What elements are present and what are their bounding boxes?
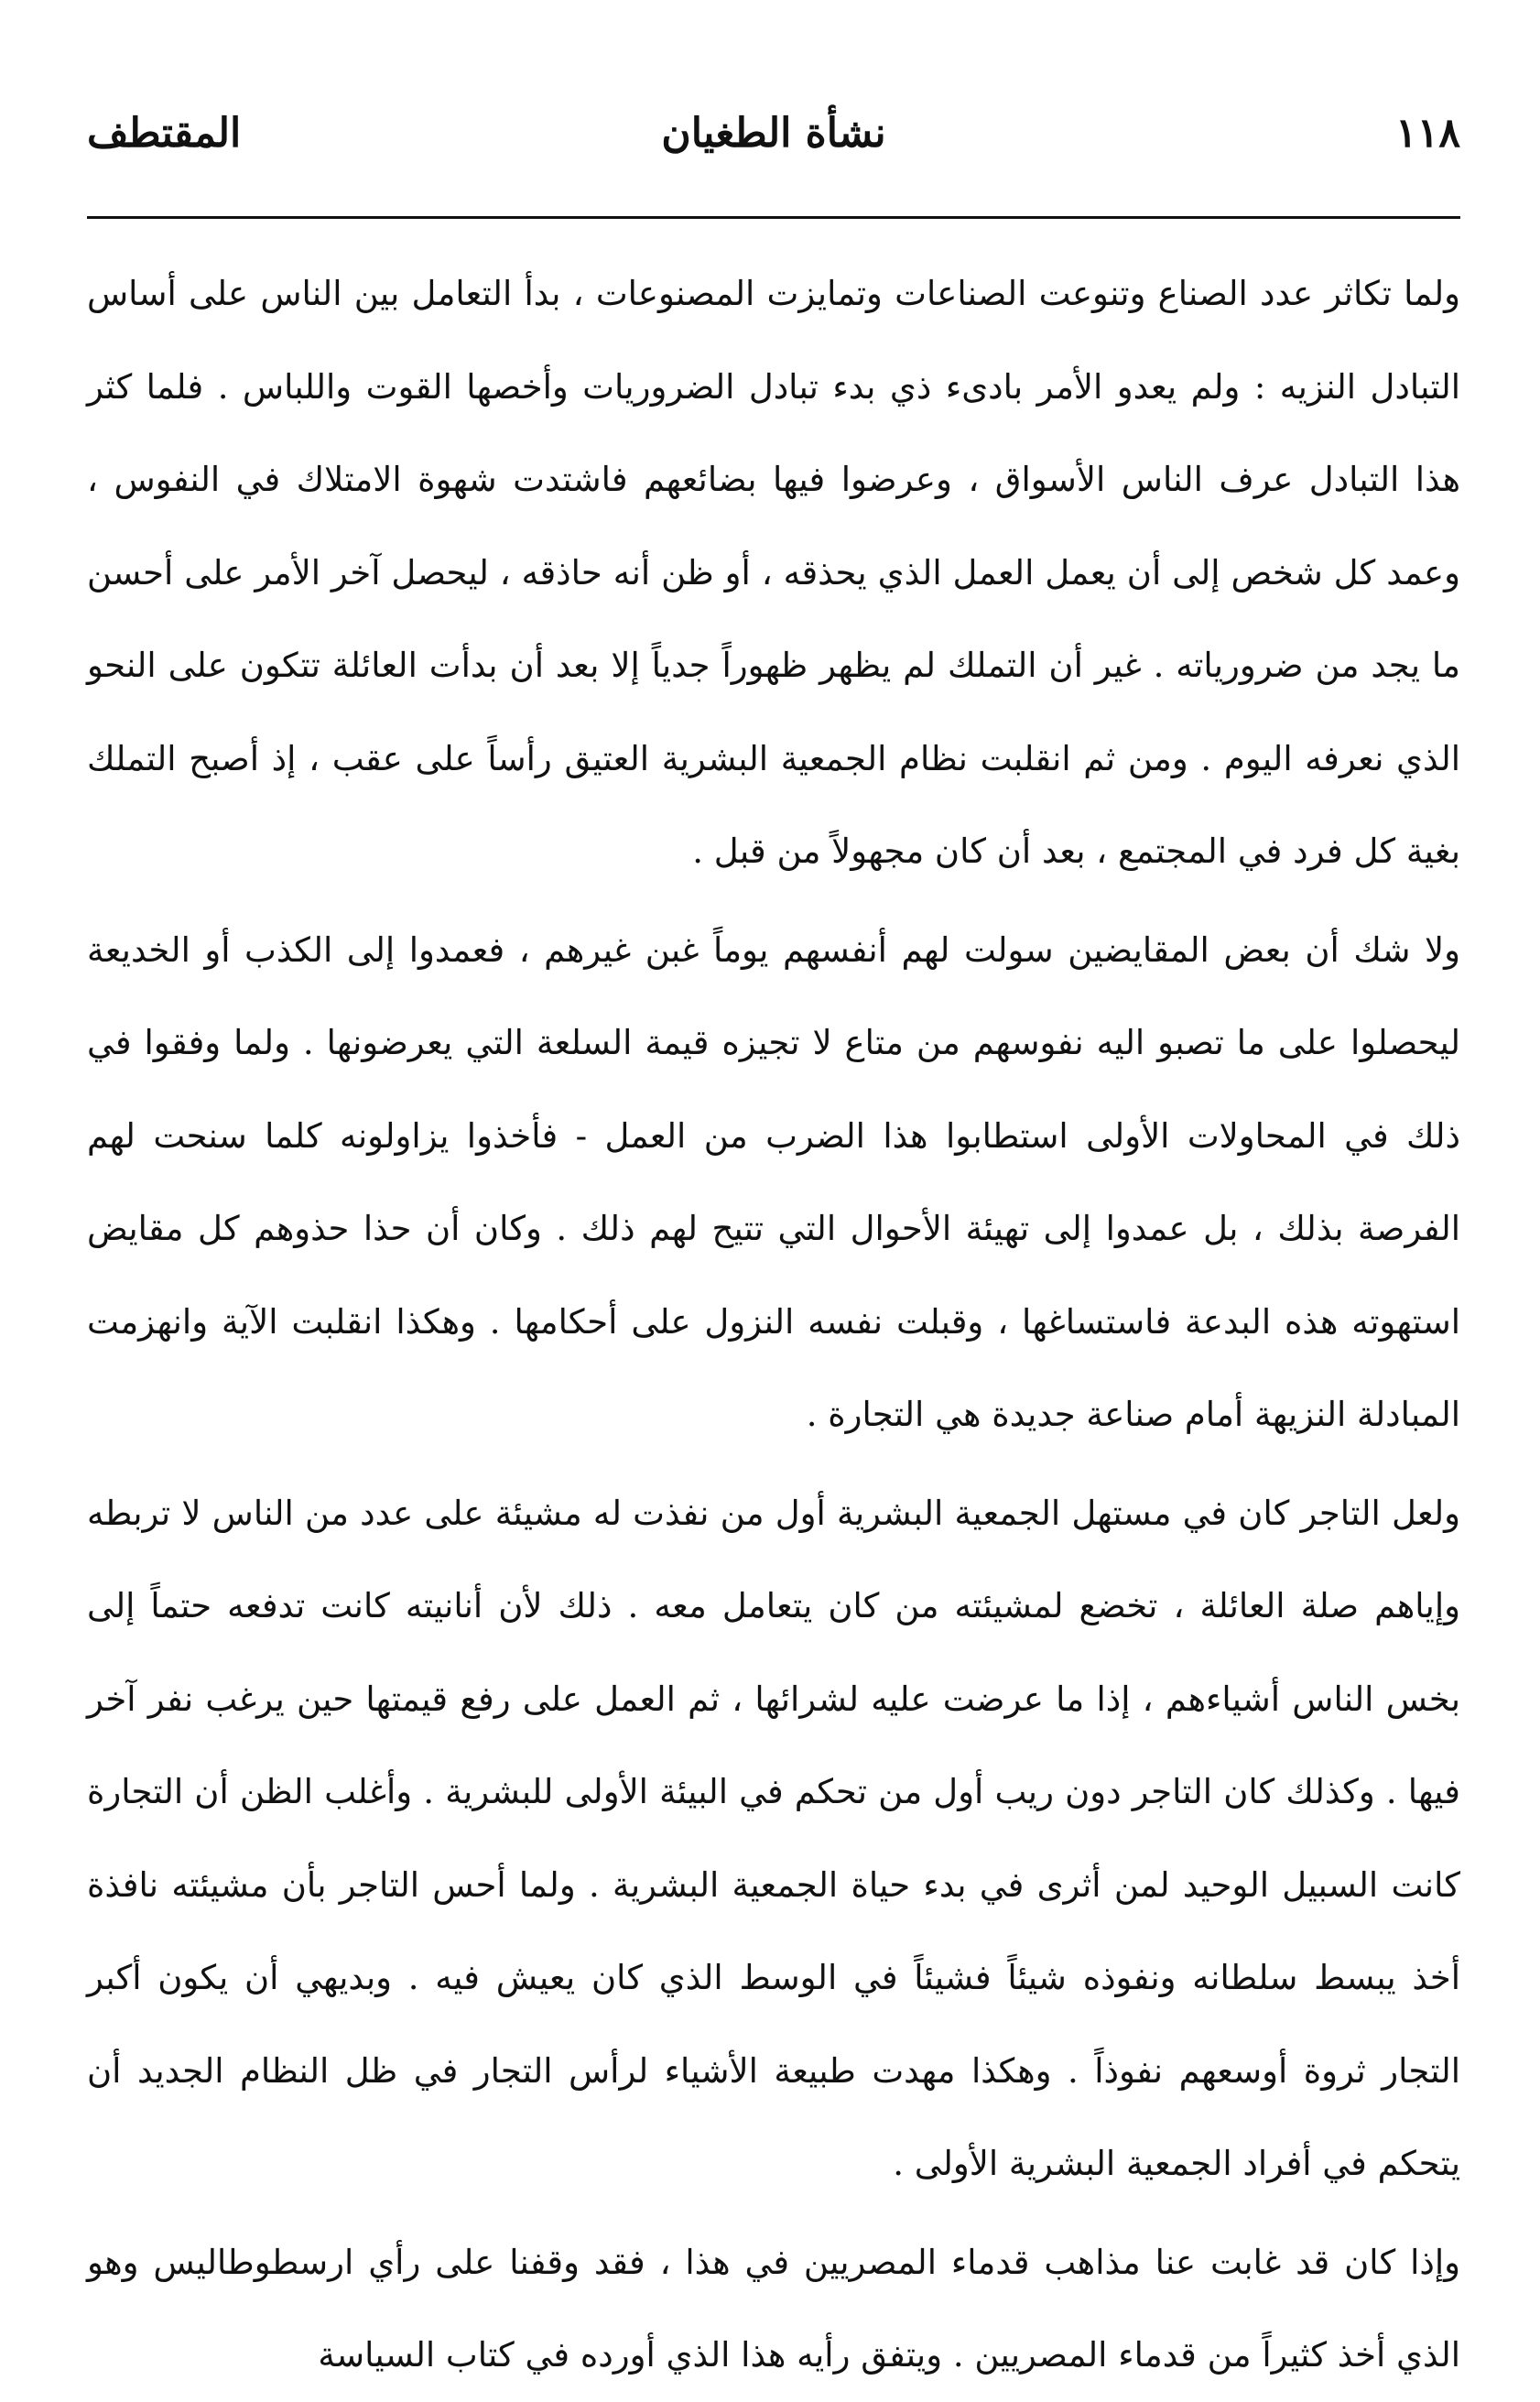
page-header xyxy=(87,110,1460,192)
paragraph-2: ولا شك أن بعض المقايضين سولت لهم أنفسهم يوماً غبن غيرهم ، فعمدوا إلى الكذب أو الخديعة ليحصلوا على ما تصبو اليه نفوسهم من متاع لا تجيزه قيمة السلعة التي يعرضونها . ولما وفقوا في ذلك في المحاولات الأولى استطابوا هذا الضرب من العمل - فأخذوا يزاولونه كلما سنحت لهم الفرصة بذلك ، بل عمدوا إلى تهيئة الأحوال التي تتيح لهم ذلك . وكان أن حذا حذوهم كل مقايض استهوته هذه البدعة فاستساغها ، وقبلت نفسه النزول على أحكامها . وهكذا انقلبت الآية وانهزمت المبادلة النزيهة أمام صناعة جديدة هي التجارة . xyxy=(87,929,1460,1434)
paragraph-1: ولما تكاثر عدد الصناع وتنوعت الصناعات وتمايزت المصنوعات ، بدأ التعامل بين الناس على أساس التبادل النزيه : ولم يعدو الأمر بادىء ذي بدء تبادل الضروريات وأخصها القوت واللباس . فلما كثر هذا التبادل عرف الناس الأسواق ، وعرضوا فيها بضائعهم فاشتدت شهوة الامتلاك في النفوس ، وعمد كل شخص إلى أن يعمل العمل الذي يحذقه ، أو ظن أنه حاذقه ، ليحصل آخر الأمر على أحسن ما يجد من ضرورياته . غير أن التملك لم يظهر ظهوراً جدياً إلا بعد أن بدأت العائلة تتكون على النحو الذي نعرفه اليوم . ومن ثم انقلبت نظام الجمعية البشرية العتيق رأساً على عقب ، إذ أصبح التملك بغية كل فرد في المجتمع ، بعد أن كان مجهولاً من قبل . xyxy=(87,274,1460,871)
article-body xyxy=(87,247,1460,2402)
running-title: نشأة الطغيان xyxy=(661,110,886,157)
header-divider xyxy=(87,216,1460,219)
page-number: ١١٨ xyxy=(1395,110,1460,157)
document-page xyxy=(87,0,1460,2375)
paragraph-4: وإذا كان قد غابت عنا مذاهب قدماء المصريين في هذا ، فقد وقفنا على رأي ارسطوطاليس وهو الذي أخذ كثيراً من قدماء المصريين . ويتفق رأيه هذا الذي أورده في كتاب السياسة xyxy=(87,2242,1460,2375)
paragraph-3: ولعل التاجر كان في مستهل الجمعية البشرية أول من نفذت له مشيئة على عدد من الناس لا تربطه وإياهم صلة العائلة ، تخضع لمشيئته من كان يتعامل معه . ذلك لأن أنانيته كانت تدفعه حتماً إلى بخس الناس أشياءهم ، إذا ما عرضت عليه لشرائها ، ثم العمل على رفع قيمتها حين يرغب نفر آخر فيها . وكذلك كان التاجر دون ريب أول من تحكم في البيئة الأولى للبشرية . وأغلب الظن أن التجارة كانت السبيل الوحيد لمن أثرى في بدء حياة الجمعية البشرية . ولما أحس التاجر بأن مشيئته نافذة أخذ يبسط سلطانه ونفوذه شيئاً فشيئاً في الوسط الذي كان يعيش فيه . وبديهي أن يكون أكبر التجار ثروة أوسعهم نفوذاً . وهكذا مهدت طبيعة الأشياء لرأس التجار في ظل النظام الجديد أن يتحكم في أفراد الجمعية البشرية الأولى . xyxy=(87,1493,1460,2183)
journal-name: المقتطف xyxy=(87,110,242,157)
